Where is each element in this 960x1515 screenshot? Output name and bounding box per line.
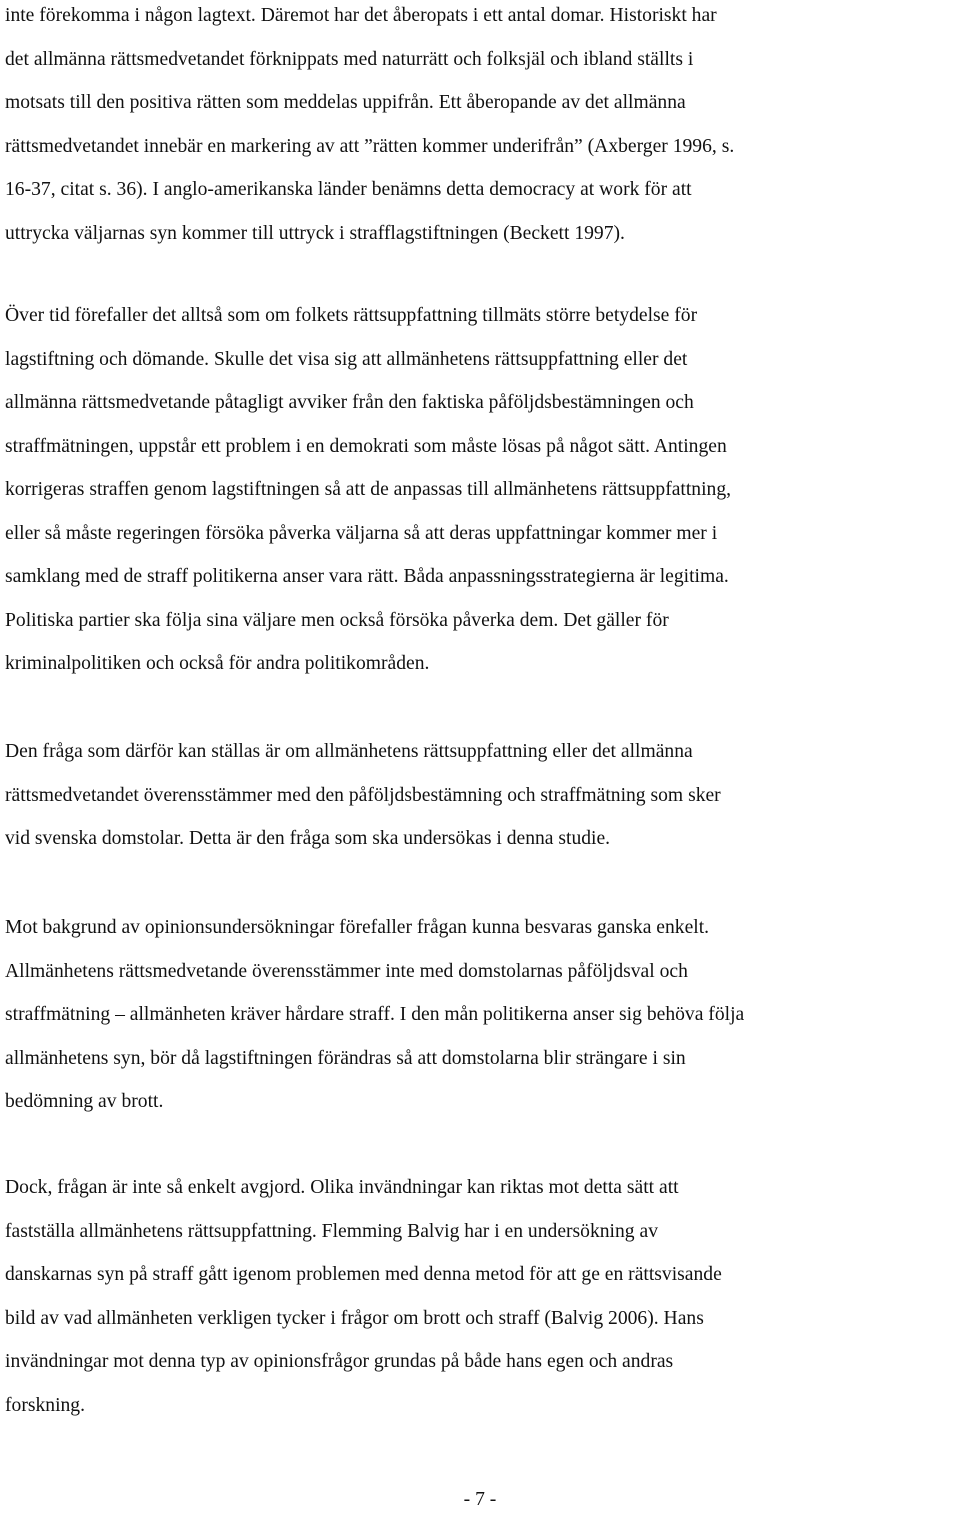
text-line: forskning. <box>5 1394 86 1416</box>
text-line: vid svenska domstolar. Detta är den fråga som ska undersökas i denna studie. <box>5 828 611 849</box>
text-line: rättsmedvetandet överensstämmer med den påföljdsbestämning och straffmätning som sker <box>5 784 721 806</box>
paragraph-3 <box>5 730 956 861</box>
text-line: bild av vad allmänheten verkligen tycker i frågor om brott och straff (Balvig 2006). Hans <box>5 1307 704 1329</box>
text-line: kriminalpolitiken och också för andra politikområden. <box>5 653 430 674</box>
paragraph-4 <box>5 906 956 1124</box>
text-line: inte förekomma i någon lagtext. Däremot har det åberopats i ett antal domar. Historiskt har <box>5 5 717 26</box>
paragraph-5 <box>5 1166 956 1427</box>
text-line: uttrycka väljarnas syn kommer till uttryck i strafflagstiftningen (Beckett 1997). <box>5 222 625 244</box>
text-line: Över tid förefaller det alltså som om folkets rättsuppfattning tillmäts större betydelse för <box>5 305 698 326</box>
text-line: Allmänhetens rättsmedvetande överensstämmer inte med domstolarnas påföljdsval och <box>5 960 688 982</box>
text-line: fastställa allmänhetens rättsuppfattning. Flemming Balvig har i en undersökning av <box>5 1220 658 1242</box>
text-line: invändningar mot denna typ av opinionsfrågor grundas på både hans egen och andras <box>5 1351 674 1372</box>
text-line: eller så måste regeringen försöka påverka väljarna så att deras uppfattningar kommer mer i <box>5 522 718 544</box>
text-line: bedömning av brott. <box>5 1091 164 1112</box>
text-line: motsats till den positiva rätten som meddelas uppifrån. Ett åberopande av det allmänna <box>5 92 686 113</box>
text-line: danskarnas syn på straff gått igenom problemen med denna metod för att ge en rättsvisande <box>5 1264 722 1285</box>
text-line: samklang med de straff politikerna anser vara rätt. Båda anpassningsstrategierna är legitima. <box>5 566 729 587</box>
page-number: - 7 - <box>463 1489 497 1510</box>
text-line: 16-37, citat s. 36). I anglo-amerikanska länder benämns detta democracy at work för att <box>5 179 692 200</box>
text-line: rättsmedvetandet innebär en markering av att ”rätten kommer underifrån” (Axberger 1996, s. <box>5 135 735 157</box>
text-line: straffmätning – allmänheten kräver hårdare straff. I den mån politikerna anser sig behöva följa <box>5 1004 745 1025</box>
text-line: det allmänna rättsmedvetandet förknippats med naturrätt och folksjäl och ibland ställts i <box>5 48 694 70</box>
text-line: Dock, frågan är inte så enkelt avgjord. Olika invändningar kan riktas mot detta sätt att <box>5 1177 679 1198</box>
text-line: allmänna rättsmedvetande påtagligt avviker från den faktiska påföljdsbestämningen och <box>5 392 694 413</box>
text-line: lagstiftning och dömande. Skulle det visa sig att allmänhetens rättsuppfattning eller det <box>5 348 688 370</box>
text-line: allmänhetens syn, bör då lagstiftningen förändras så att domstolarna blir strängare i sin <box>5 1047 686 1069</box>
paragraph-1 <box>5 0 956 255</box>
text-line: Politiska partier ska följa sina väljare men också försöka påverka dem. Det gäller för <box>5 609 669 631</box>
text-line: straffmätningen, uppstår ett problem i en demokrati som måste lösas på något sätt. Antingen <box>5 435 727 457</box>
text-line: Mot bakgrund av opinionsundersökningar förefaller frågan kunna besvaras ganska enkelt. <box>5 917 710 938</box>
text-line: Den fråga som därför kan ställas är om allmänhetens rättsuppfattning eller det allmänna <box>5 741 693 762</box>
text-line: korrigeras straffen genom lagstiftningen så att de anpassas till allmänhetens rättsuppfattning, <box>5 479 732 500</box>
paragraph-2 <box>5 294 956 686</box>
